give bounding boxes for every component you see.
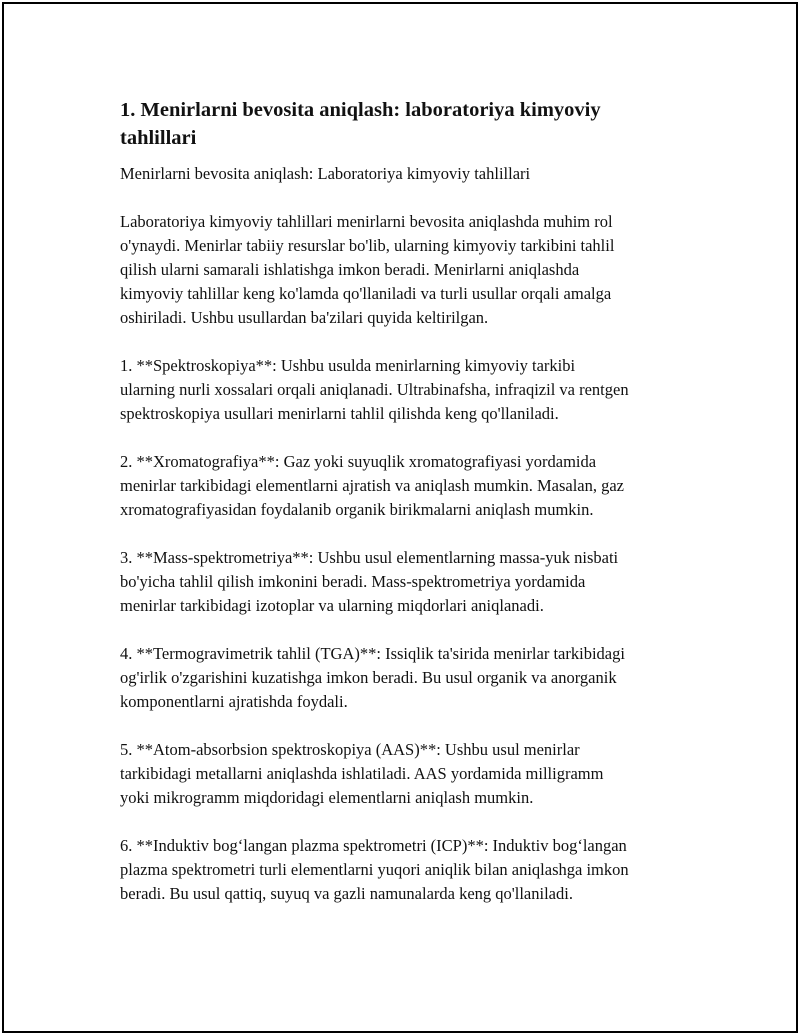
paragraph-line: komponentlarni ajratishda foydali. <box>120 692 348 711</box>
paragraph-line: 6. **Induktiv bog‘langan plazma spektrometri (ICP)**: Induktiv bog‘langan <box>120 836 627 855</box>
paragraph-line: qilish ularni samarali ishlatishga imkon beradi. Menirlarni aniqlashda <box>120 260 580 279</box>
title-line: 1. Menirlarni bevosita aniqlash: laboratoriya kimyoviy <box>120 99 601 121</box>
paragraph-line: ularning nurli xossalari orqali aniqlanadi. Ultrabinafsha, infraqizil va rentgen <box>120 380 629 399</box>
paragraph-line: xromatografiyasidan foydalanib organik birikmalarni aniqlash mumkin. <box>120 500 594 519</box>
paragraph-line: 3. **Mass-spektrometriya**: Ushbu usul elementlarning massa-yuk nisbati <box>120 548 619 567</box>
paragraph-line: oshiriladi. Ushbu usullardan ba'zilari quyida keltirilgan. <box>120 308 489 327</box>
paragraph-aas <box>120 738 700 810</box>
document-page <box>2 2 798 1033</box>
paragraph-line: yoki mikrogramm miqdoridagi elementlarni aniqlash mumkin. <box>120 788 534 807</box>
paragraph-line: kimyoviy tahlillar keng ko'lamda qo'llaniladi va turli usullar orqali amalga <box>120 284 612 303</box>
paragraph-line: tarkibidagi metallarni aniqlashda ishlatiladi. AAS yordamida milligramm <box>120 764 604 783</box>
paragraph-line: plazma spektrometri turli elementlarni yuqori aniqlik bilan aniqlashga imkon <box>120 860 629 879</box>
paragraph-xromatografiya <box>120 450 700 522</box>
paragraph-icp <box>120 834 700 906</box>
paragraph-mass-spektrometriya <box>120 546 700 618</box>
paragraph-line: 1. **Spektroskopiya**: Ushbu usulda menirlarning kimyoviy tarkibi <box>120 356 576 375</box>
paragraph-line: 2. **Xromatografiya**: Gaz yoki suyuqlik xromatografiyasi yordamida <box>120 452 597 471</box>
paragraph-spektroskopiya <box>120 354 700 426</box>
paragraph-line: spektroskopiya usullari menirlarni tahlil qilishda keng qo'llaniladi. <box>120 404 559 423</box>
document-subtitle: Menirlarni bevosita aniqlash: Laboratoriya kimyoviy tahlillari <box>120 164 531 183</box>
paragraph-line: o'ynaydi. Menirlar tabiiy resurslar bo'lib, ularning kimyoviy tarkibini tahlil <box>120 236 615 255</box>
paragraph-line: menirlar tarkibidagi elementlarni ajratish va aniqlash mumkin. Masalan, gaz <box>120 476 624 495</box>
paragraph-termogravimetrik <box>120 642 700 714</box>
paragraph-line: menirlar tarkibidagi izotoplar va ularning miqdorlari aniqlanadi. <box>120 596 544 615</box>
paragraph-line: Laboratoriya kimyoviy tahlillari menirlarni bevosita aniqlashda muhim rol <box>120 212 613 231</box>
paragraph-line: bo'yicha tahlil qilish imkonini beradi. Mass-spektrometriya yordamida <box>120 572 586 591</box>
paragraph-line: 4. **Termogravimetrik tahlil (TGA)**: Issiqlik ta'sirida menirlar tarkibidagi <box>120 644 625 663</box>
paragraph-line: beradi. Bu usul qattiq, suyuq va gazli namunalarda keng qo'llaniladi. <box>120 884 573 903</box>
title-line: tahlillari <box>120 127 197 149</box>
paragraph-intro <box>120 210 700 330</box>
document-content <box>120 96 700 930</box>
paragraph-line: og'irlik o'zgarishini kuzatishga imkon beradi. Bu usul organik va anorganik <box>120 668 617 687</box>
document-title <box>120 96 700 152</box>
paragraph-line: 5. **Atom-absorbsion spektroskopiya (AAS)**: Ushbu usul menirlar <box>120 740 580 759</box>
